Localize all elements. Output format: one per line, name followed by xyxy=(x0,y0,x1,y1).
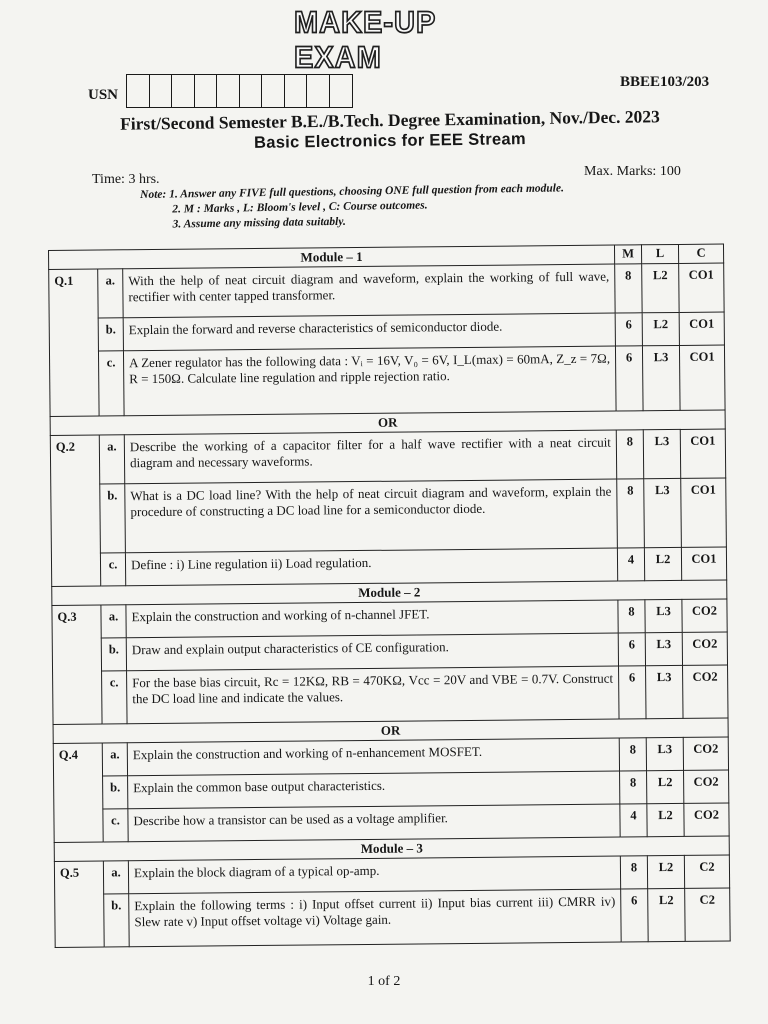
question-text: What is a DC load line? With the help of neat circuit diagram and waveform, explain the procedure of constructing a DC load line for a semiconductor diode. xyxy=(125,479,618,553)
marks: 6 xyxy=(621,889,649,942)
paper-code: BBEE103/203 xyxy=(620,74,710,90)
question-text: Explain the common base output characteristics. xyxy=(128,771,620,809)
question-number: Q.5 xyxy=(54,861,104,947)
part-label: c. xyxy=(98,351,124,416)
question-number: Q.1 xyxy=(49,269,99,416)
subject-title: Basic Electronics for EEE Stream xyxy=(253,130,527,152)
question-number: Q.4 xyxy=(53,743,103,842)
blooms-level: L3 xyxy=(644,478,682,547)
question-text: A Zener regulator has the following data : Vᵢ = 16V, V₀ = 6V, I_L(max) = 60mA, Z_z = 7Ω, R = 150Ω. Calculate line regulation and ripple rejection ratio. xyxy=(123,346,616,416)
question-row xyxy=(50,429,725,484)
marks: 4 xyxy=(620,804,647,837)
question-text: Explain the construction and working of n-enhancement MOSFET. xyxy=(127,738,619,776)
marks: 8 xyxy=(617,479,645,548)
blooms-level: L3 xyxy=(643,429,680,478)
marks: 8 xyxy=(620,771,647,804)
blooms-level: L3 xyxy=(645,599,682,632)
usn-box xyxy=(240,75,263,107)
question-text: Draw and explain output characteristics of CE configuration. xyxy=(126,633,618,671)
page-number: 1 of 2 xyxy=(367,974,401,989)
question-number: Q.3 xyxy=(52,605,102,724)
course-outcome: CO2 xyxy=(684,803,729,836)
blooms-level: L2 xyxy=(647,803,684,836)
question-text: For the base bias circuit, Rc = 12KΩ, RB = 470KΩ, Vcc = 20V and VBE = 0.7V. Construct the DC load line and indicate the values. xyxy=(127,666,619,724)
module-title: Module – 2 xyxy=(52,580,727,605)
note-label: Note: xyxy=(140,188,167,201)
instructions-note xyxy=(140,180,681,233)
part-label: b. xyxy=(100,484,126,553)
question-text: Explain the block diagram of a typical op-amp. xyxy=(128,856,620,894)
part-label: b. xyxy=(98,318,123,351)
usn-box xyxy=(285,75,308,107)
part-label: a. xyxy=(102,743,127,776)
marks: 6 xyxy=(619,666,647,719)
question-row xyxy=(49,263,724,318)
usn-box xyxy=(195,75,218,107)
course-outcome: CO1 xyxy=(681,547,726,580)
blooms-level: L2 xyxy=(644,547,681,580)
course-outcome: CO1 xyxy=(679,345,725,410)
usn-box xyxy=(172,75,195,107)
part-label: c. xyxy=(102,671,128,724)
max-marks: Max. Marks: 100 xyxy=(584,164,681,179)
col-outcome-header: C xyxy=(678,244,723,263)
course-outcome: CO2 xyxy=(682,599,727,632)
question-text: Describe the working of a capacitor filter for a half wave rectifier with a neat circuit diagram and necessary waveforms. xyxy=(124,430,616,484)
exam-title: First/Second Semester B.E./B.Tech. Degree Examination, Nov./Dec. 2023 xyxy=(120,106,660,134)
course-outcome: CO2 xyxy=(683,665,729,718)
part-label: a. xyxy=(98,269,123,318)
part-label: c. xyxy=(100,553,125,586)
blooms-level: L2 xyxy=(647,770,684,803)
question-row xyxy=(49,345,725,416)
blooms-level: L2 xyxy=(642,312,679,345)
module-title: Module – 3 xyxy=(54,836,729,861)
time-allowed: Time: 3 hrs. xyxy=(92,172,160,187)
course-outcome: CO2 xyxy=(683,737,728,770)
question-text: Describe how a transistor can be used as a voltage amplifier. xyxy=(128,804,620,842)
usn-boxes xyxy=(126,74,353,108)
course-outcome: CO2 xyxy=(684,770,729,803)
part-label: a. xyxy=(99,435,124,484)
usn-label: USN xyxy=(88,87,119,103)
usn-box xyxy=(150,75,173,107)
usn-box xyxy=(127,75,150,107)
usn-box xyxy=(307,75,330,107)
marks: 4 xyxy=(617,548,644,581)
marks: 6 xyxy=(615,313,642,346)
note-item: 2. M : Marks , L: Bloom's level , C: Course outcomes. xyxy=(172,199,428,216)
question-text: Explain the following terms : i) Input offset current ii) Input bias current iii) CMRR iv) Slew rate v) Input offset voltage vi) Voltage gain. xyxy=(129,889,621,947)
question-number: Q.2 xyxy=(50,435,100,586)
part-label: b. xyxy=(101,638,126,671)
course-outcome: C2 xyxy=(684,855,729,888)
course-outcome: CO1 xyxy=(680,429,725,478)
course-outcome: C2 xyxy=(685,888,731,941)
course-outcome: CO2 xyxy=(682,632,727,665)
course-outcome: CO1 xyxy=(679,263,724,312)
question-row xyxy=(55,888,730,947)
col-marks-header: M xyxy=(614,245,641,264)
blooms-level: L3 xyxy=(642,345,680,410)
blooms-level: L2 xyxy=(642,263,679,312)
note-item: 3. Assume any missing data suitably. xyxy=(172,215,346,231)
question-text: With the help of neat circuit diagram and waveform, explain the working of full wave, rectifier with center tapped transformer. xyxy=(123,264,615,318)
blooms-level: L2 xyxy=(648,888,686,941)
marks: 8 xyxy=(616,430,643,479)
marks: 8 xyxy=(618,600,645,633)
marks: 8 xyxy=(619,738,646,771)
question-text: Explain the forward and reverse characteristics of semiconductor diode. xyxy=(123,313,615,351)
usn-box xyxy=(262,75,285,107)
marks: 6 xyxy=(618,633,645,666)
or-label: OR xyxy=(53,718,728,743)
usn-box xyxy=(330,75,353,107)
marks: 8 xyxy=(620,856,647,889)
part-label: c. xyxy=(103,809,128,842)
part-label: b. xyxy=(103,776,128,809)
col-level-header: L xyxy=(641,244,678,263)
blooms-level: L2 xyxy=(647,855,684,888)
question-text: Define : i) Line regulation ii) Load regulation. xyxy=(125,548,617,586)
blooms-level: L3 xyxy=(645,632,682,665)
part-label: a. xyxy=(101,605,126,638)
marks: 6 xyxy=(615,346,643,411)
module-title: Module – 1 xyxy=(49,245,615,269)
question-row xyxy=(53,665,728,724)
usn-box xyxy=(217,75,240,107)
marks: 8 xyxy=(615,264,642,313)
or-label: OR xyxy=(50,410,725,435)
note-item: 1. Answer any FIVE full questions, choosing ONE full question from each module. xyxy=(169,182,565,201)
question-table xyxy=(48,244,731,948)
question-text: Explain the construction and working of n-channel JFET. xyxy=(126,600,618,638)
question-row xyxy=(51,478,727,553)
part-label: b. xyxy=(104,894,130,947)
part-label: a. xyxy=(103,861,128,894)
makeup-exam-banner: MAKE-UP EXAM xyxy=(294,6,436,75)
course-outcome: CO1 xyxy=(681,478,727,547)
blooms-level: L3 xyxy=(646,737,683,770)
blooms-level: L3 xyxy=(646,665,684,718)
course-outcome: CO1 xyxy=(679,312,724,345)
